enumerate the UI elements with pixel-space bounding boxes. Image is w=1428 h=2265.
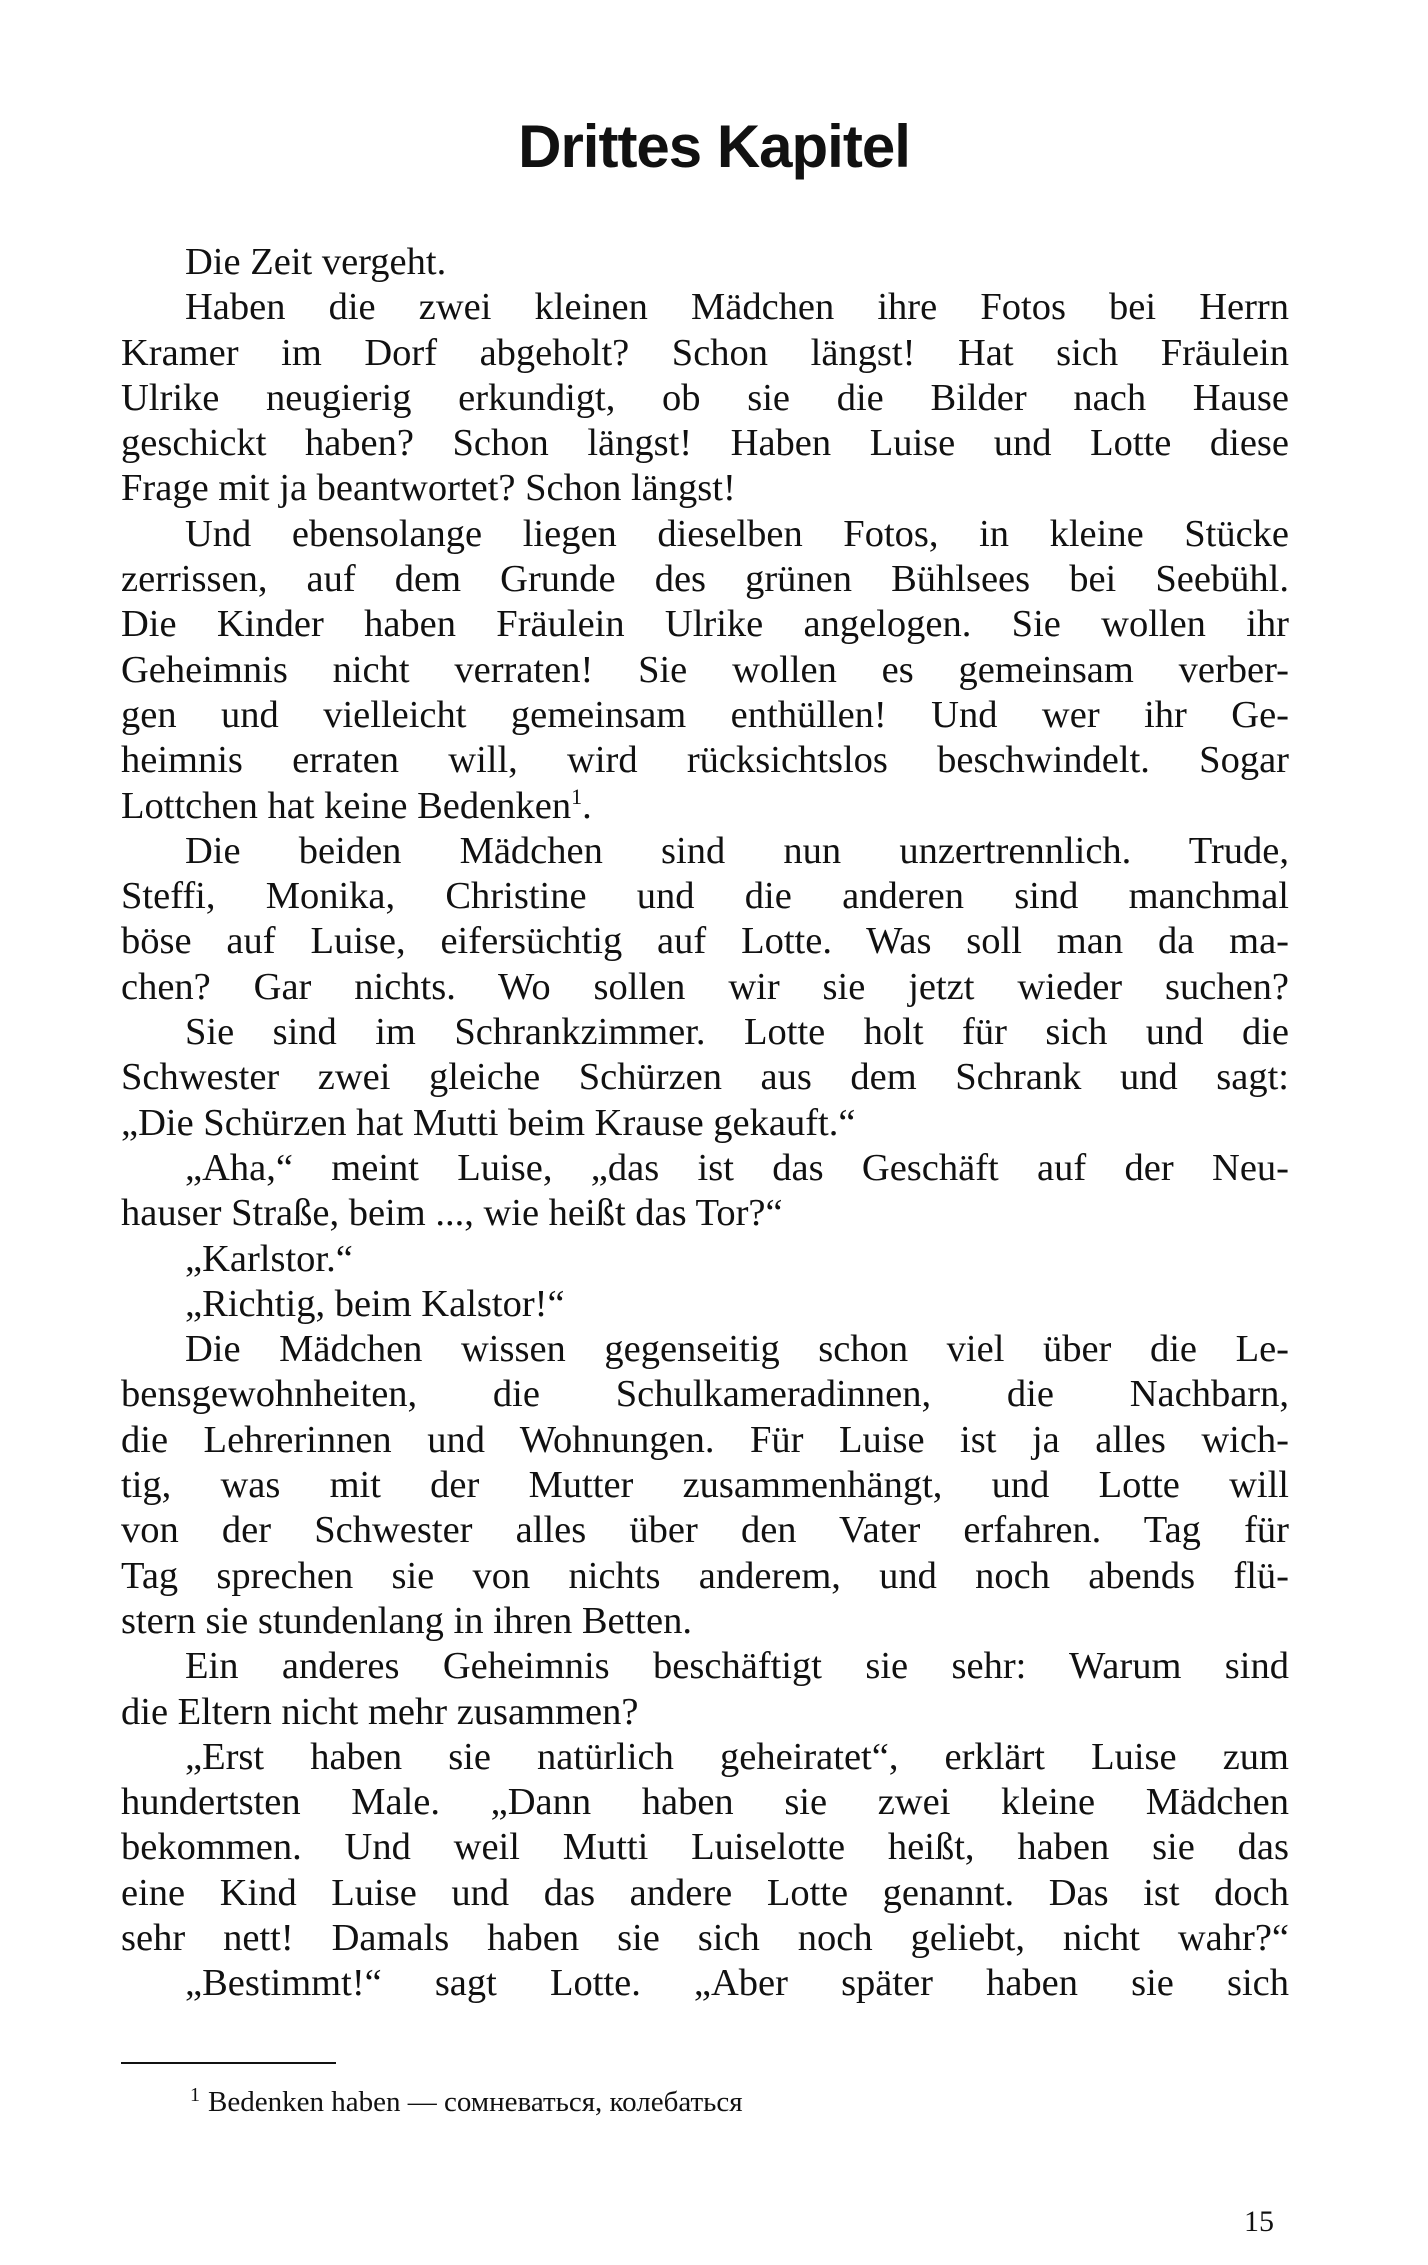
text-line-content: tig, was mit der Mutter zusammenhängt, und Lotte will [121, 1464, 1289, 1507]
text-line [121, 829, 1289, 874]
text-line [121, 1237, 1289, 1282]
text-line [121, 421, 1289, 466]
text-line-content: Kramer im Dorf abgeholt? Schon längst! Hat sich Fräulein [121, 331, 1289, 374]
text-line-content: „Karlstor.“ [185, 1237, 353, 1280]
text-line [121, 1372, 1289, 1417]
body-text [121, 240, 1289, 2007]
text-line-content: von der Schwester alles über den Vater erfahren. Tag für [121, 1509, 1289, 1552]
text-line [121, 1780, 1289, 1825]
text-line [121, 1508, 1289, 1553]
text-line-content: Und ebensolange liegen dieselben Fotos, in kleine Stücke [185, 512, 1289, 555]
text-line-content: hundertsten Male. „Dann haben sie zwei kleine Mädchen [121, 1781, 1289, 1824]
text-line-content: „Die Schürzen hat Mutti beim Krause gekauft.“ [121, 1101, 856, 1144]
text-line [121, 1554, 1289, 1599]
text-line-content: zerrissen, auf dem Grunde des grünen Bühlsees bei Seebühl. [121, 558, 1289, 601]
text-line-content: bensgewohnheiten, die Schulkameradinnen, die Nachbarn, [121, 1373, 1289, 1416]
text-line [121, 1055, 1289, 1100]
text-line-content: geschickt haben? Schon längst! Haben Luise und Lotte diese [121, 422, 1289, 465]
chapter-title: Drittes Kapitel [518, 113, 910, 180]
text-line [121, 1916, 1289, 1961]
text-line [121, 648, 1289, 693]
text-line [121, 1825, 1289, 1870]
page-number: 15 [1244, 2205, 1274, 2238]
text-line-content: Tag sprechen sie von nichts anderem, und noch abends flü- [121, 1554, 1289, 1597]
text-line [121, 1282, 1289, 1327]
text-line-content: eine Kind Luise und das andere Lotte genannt. Das ist doch [121, 1871, 1289, 1914]
text-line-content: Frage mit ja beantwortet? Schon längst! [121, 467, 736, 510]
text-line-content: gen und vielleicht gemeinsam enthüllen! Und wer ihr Ge- [121, 693, 1289, 736]
text-line [121, 1463, 1289, 1508]
text-line [121, 1961, 1289, 2006]
text-line [121, 693, 1289, 738]
text-line-content: „Aha,“ meint Luise, „das ist das Geschäft auf der Neu- [185, 1146, 1289, 1189]
text-line-content: hauser Straße, beim ..., wie heißt das Tor?“ [121, 1192, 783, 1235]
text-line-content: chen? Gar nichts. Wo sollen wir sie jetzt wieder suchen? [121, 965, 1289, 1008]
text-line-content: Die beiden Mädchen sind nun unzertrennlich. Trude, [185, 829, 1289, 872]
text-line [121, 1871, 1289, 1916]
text-line-content: Die Kinder haben Fräulein Ulrike angelogen. Sie wollen ihr [121, 603, 1289, 646]
footnote-text: Bedenken haben — сомневаться, колебаться [208, 2086, 743, 2118]
text-line-content: die Eltern nicht mehr zusammen? [121, 1690, 639, 1733]
text-line [121, 466, 1289, 511]
text-line-content: Haben die zwei kleinen Mädchen ihre Fotos bei Herrn [185, 286, 1289, 329]
text-line [121, 557, 1289, 602]
text-line [121, 1327, 1289, 1372]
text-line-content: Ulrike neugierig erkundigt, ob sie die Bilder nach Hause [121, 376, 1289, 419]
text-line [121, 1690, 1289, 1735]
text-line-content: Steffi, Monika, Christine und die anderen sind manchmal [121, 875, 1289, 918]
text-line [121, 1644, 1289, 1689]
text-line [121, 919, 1289, 964]
text-line-content: Ein anderes Geheimnis beschäftigt sie sehr: Warum sind [185, 1645, 1289, 1688]
text-line [121, 1146, 1289, 1191]
text-line-content: die Lehrerinnen und Wohnungen. Für Luise ist ja alles wich- [121, 1418, 1289, 1461]
text-line-content: Sie sind im Schrankzimmer. Lotte holt für sich und die [185, 1011, 1289, 1054]
text-line-content: „Bestimmt!“ sagt Lotte. „Aber später haben sie sich [185, 1962, 1289, 2005]
text-line-content: Geheimnis nicht verraten! Sie wollen es gemeinsam verber- [121, 648, 1289, 691]
text-line-content: stern sie stundenlang in ihren Betten. [121, 1599, 692, 1642]
footnote-mark: 1 [190, 2084, 200, 2106]
text-line [121, 1735, 1289, 1780]
text-line-content: Die Mädchen wissen gegenseitig schon viel über die Le- [185, 1328, 1289, 1371]
text-line [121, 784, 1289, 829]
footnote-divider [121, 2062, 336, 2064]
text-line [121, 512, 1289, 557]
text-line [121, 1010, 1289, 1055]
text-line-punctuation: . [582, 784, 592, 827]
text-line [121, 1599, 1289, 1644]
text-line [121, 965, 1289, 1010]
text-line-content: böse auf Luise, eifersüchtig auf Lotte. Was soll man da ma- [121, 920, 1289, 963]
text-line [121, 1418, 1289, 1463]
text-line [121, 240, 1289, 285]
text-line-content: heimnis erraten will, wird rücksichtslos beschwindelt. Sogar [121, 739, 1289, 782]
text-line-content: „Richtig, beim Kalstor!“ [185, 1282, 565, 1325]
text-line-content: bekommen. Und weil Mutti Luiselotte heißt, haben sie das [121, 1826, 1289, 1869]
text-line [121, 1101, 1289, 1146]
text-line [121, 874, 1289, 919]
text-line-content: sehr nett! Damals haben sie sich noch geliebt, nicht wahr?“ [121, 1916, 1289, 1959]
text-line [121, 602, 1289, 647]
text-line [121, 285, 1289, 330]
text-line [121, 738, 1289, 783]
text-line [121, 331, 1289, 376]
text-line-content: Die Zeit vergeht. [185, 241, 447, 283]
text-line [121, 1191, 1289, 1236]
text-line [121, 376, 1289, 421]
footnote [190, 2084, 743, 2119]
text-line-content: Lottchen hat keine Bedenken [121, 784, 572, 827]
text-line-content: „Erst haben sie natürlich geheiratet“, erklärt Luise zum [185, 1735, 1289, 1778]
footnote-reference: 1 [571, 783, 583, 809]
text-line-content: Schwester zwei gleiche Schürzen aus dem Schrank und sagt: [121, 1056, 1289, 1099]
